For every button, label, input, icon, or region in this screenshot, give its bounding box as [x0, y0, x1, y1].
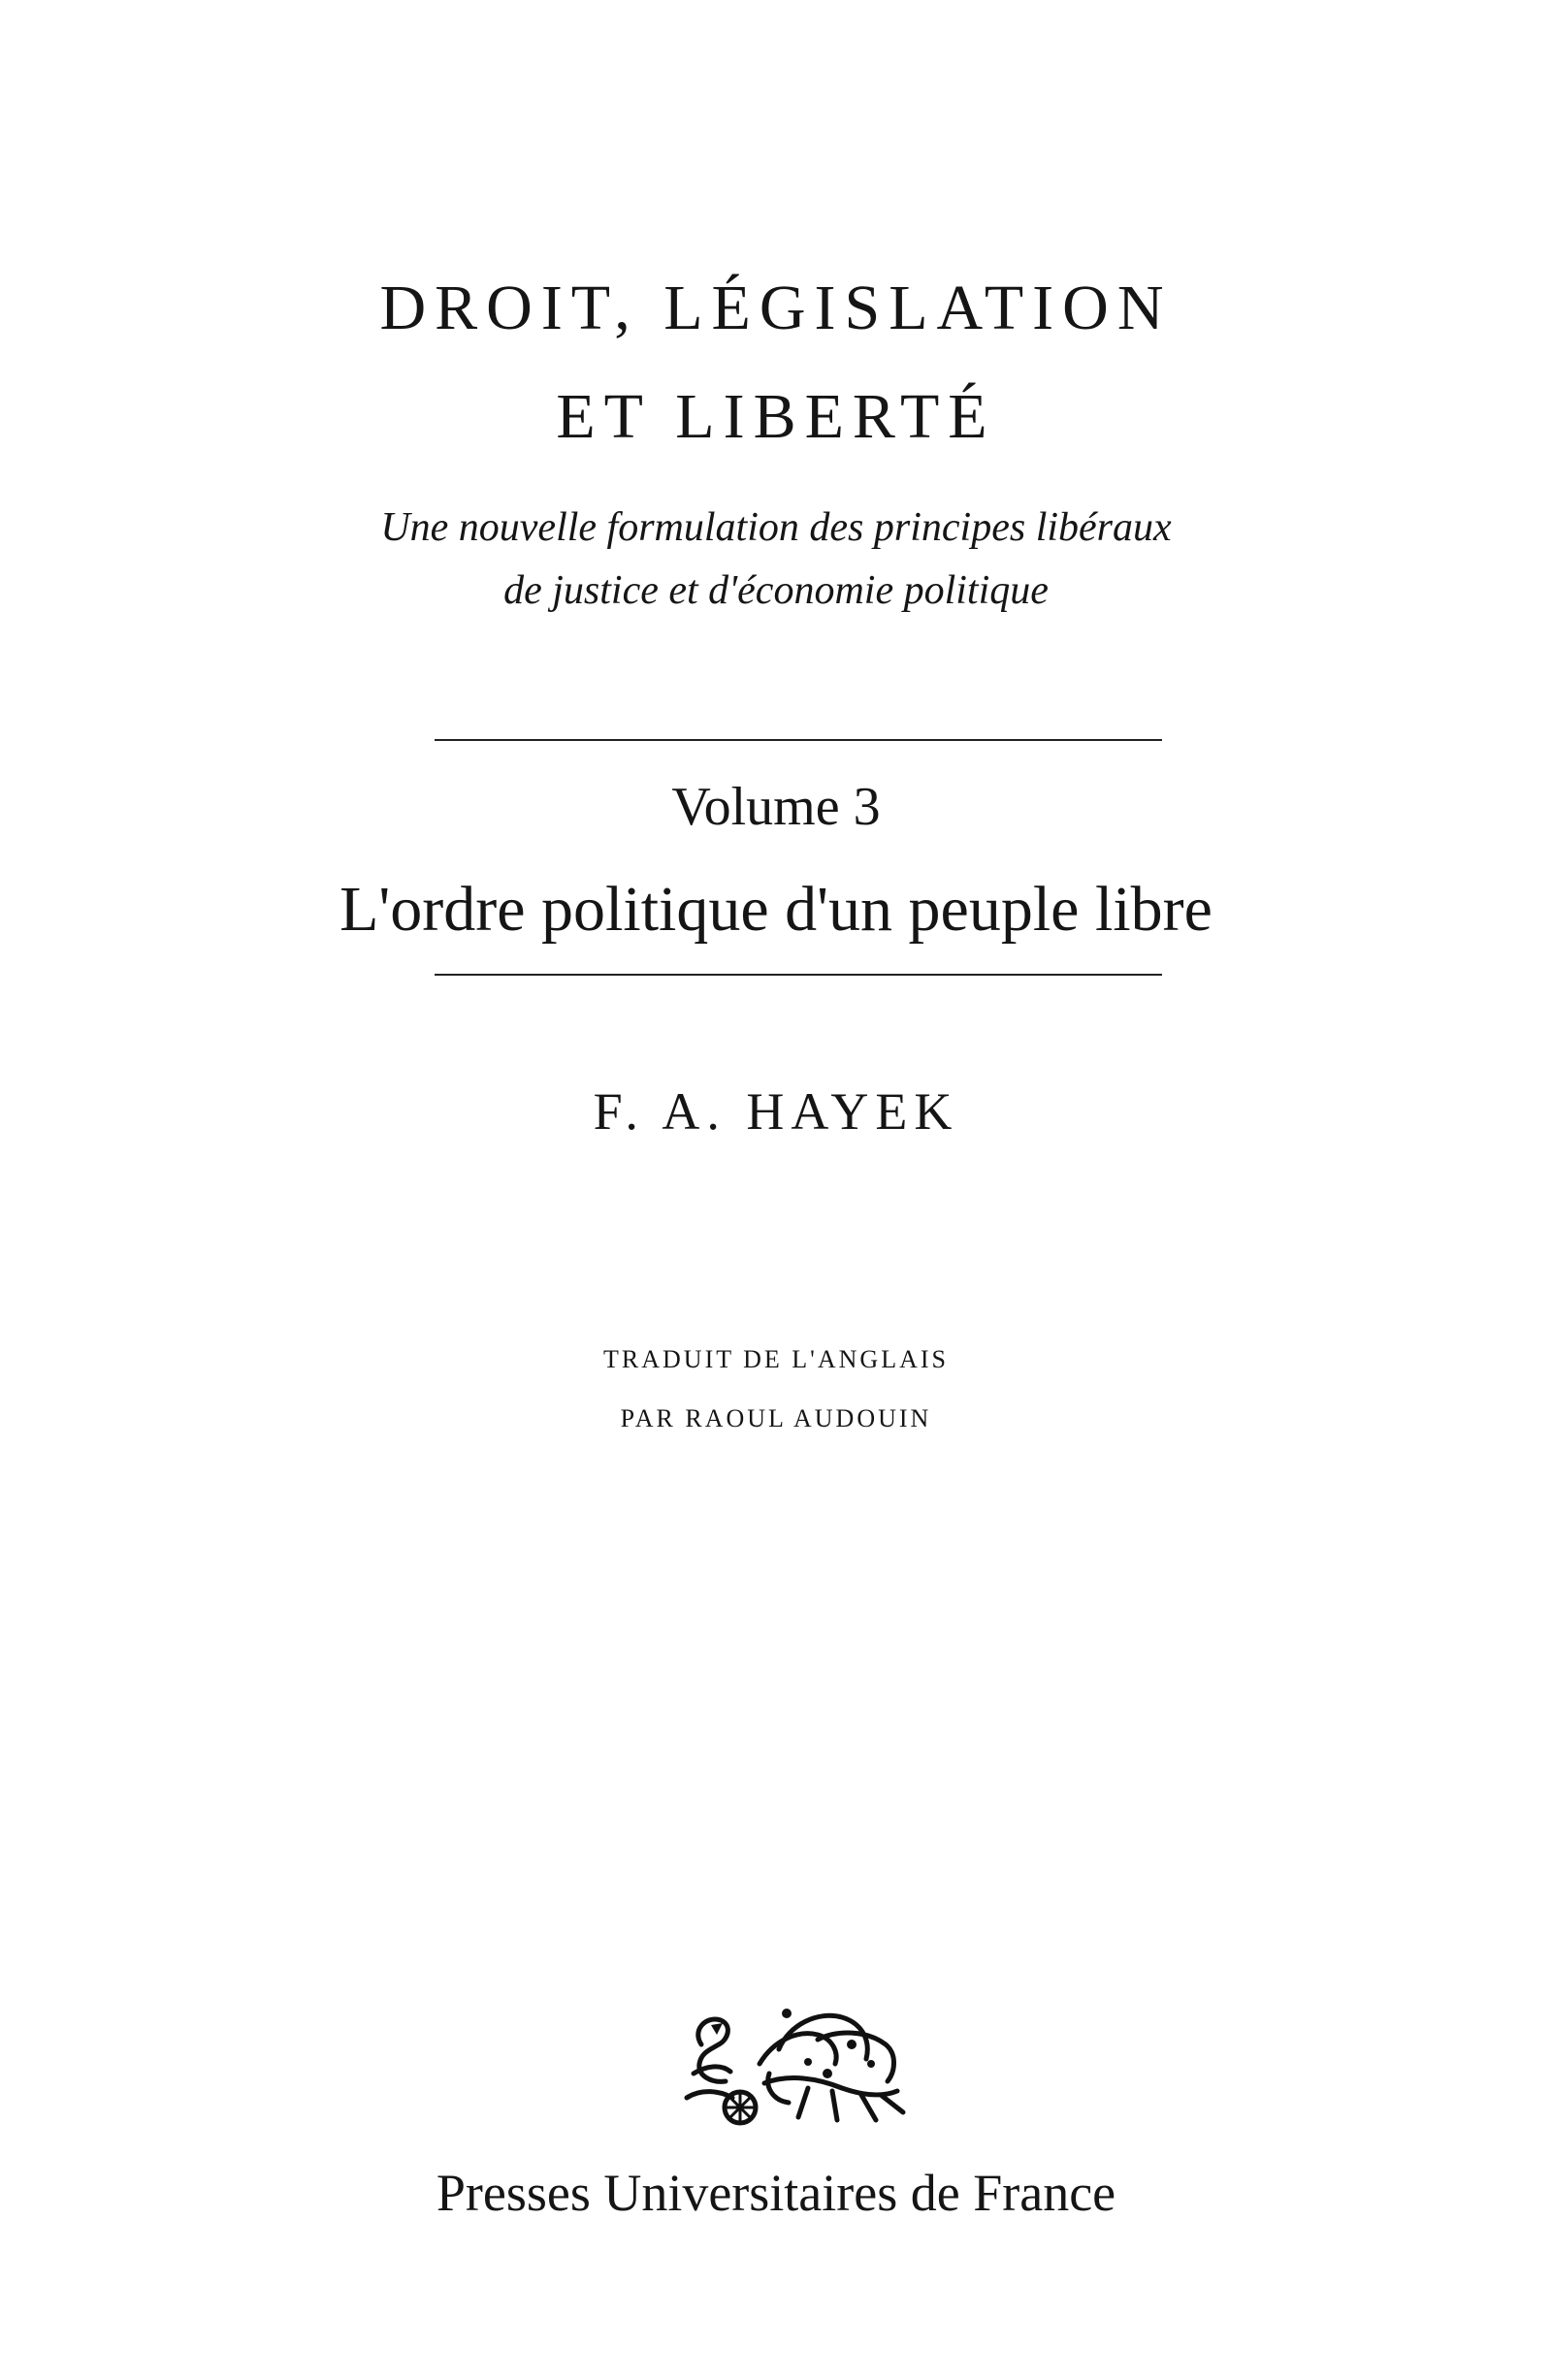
subtitle-line-1: Une nouvelle formulation des principes libéraux — [380, 505, 1172, 550]
top-divider — [435, 739, 1162, 741]
volume-title: L'ordre politique d'un peuple libre — [340, 874, 1212, 945]
translator-line-2: PAR RAOUL AUDOUIN — [620, 1404, 932, 1432]
series-title-line-2: ET LIBERTÉ — [556, 381, 996, 452]
author-name: F. A. HAYEK — [593, 1082, 959, 1141]
bottom-divider — [435, 974, 1162, 976]
volume-label: Volume 3 — [671, 777, 881, 837]
translator-line-1: TRADUIT DE L'ANGLAIS — [603, 1345, 949, 1373]
publisher-name: Presses Universitaires de France — [436, 2164, 1116, 2222]
series-title-line-1: DROIT, LÉGISLATION — [379, 273, 1173, 343]
subtitle-line-2: de justice et d'économie politique — [503, 568, 1049, 613]
chariot-emblem-icon — [672, 2006, 915, 2132]
